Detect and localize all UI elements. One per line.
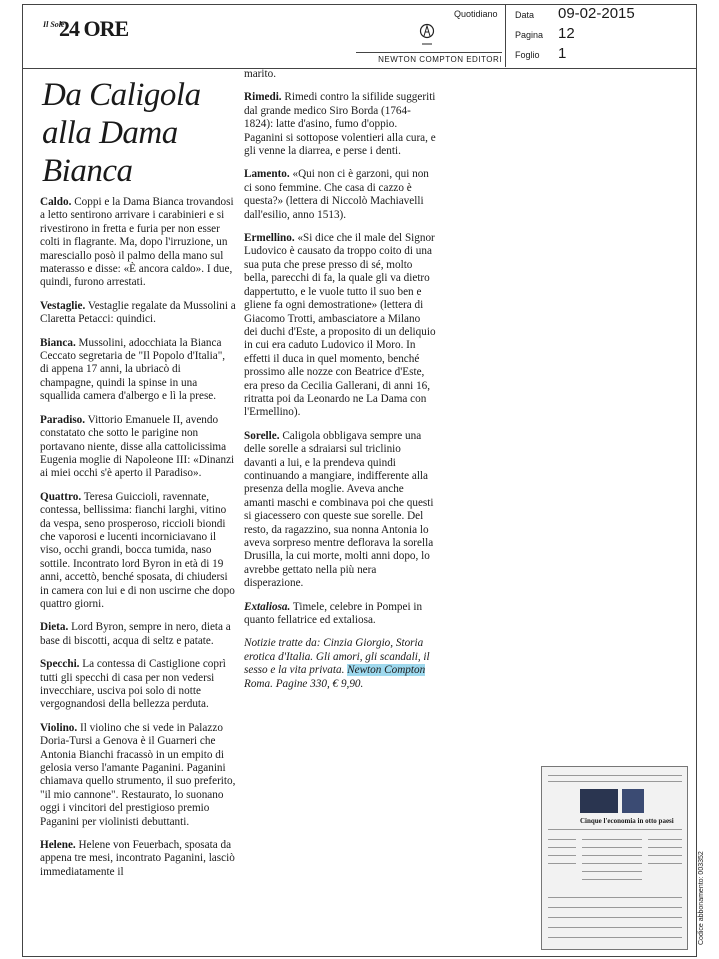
paragraph [40,300,236,327]
paragraph-text: Rimedi contro la sifilide suggeriti dal grande medico Siro Borda (1764-1824): latte d'asino, fumo d'oppio. Paganini si sottopose volentieri alla cura, e gli venne la diarrea, e perse i denti. [244,91,436,158]
paragraph-text: Timele, celebre in Pompei in quanto fellatrice ed extaliosa. [244,600,423,627]
paragraph-text: La contessa di Castiglione coprì tutti gli specchi di casa per non vedersi invecchiare, usciva poi solo di notte vergognandosi della bellezza perduta. [40,658,226,711]
paragraph-text: Il violino che si vede in Palazzo Doria-Tursi a Genova è il Guarneri che Antonia Bianchi fracassò in un empito di gelosia verso l'amante Paganini. Paganini chiamava quello strumento, il suo preferito, "il mio cannone". Restaurato, lo suonano oggi i vincitori del prestigioso premio Paganini per violinisti debuttanti. [40,721,236,828]
paragraph-text: Vittorio Emanuele II, avendo constatato che sotto le parigine non portavano niente, disse alla cattolicissima Eugenia moglie di Napoleone III: «Dinanzi ai miei occhi s'è aperto il Paradiso». [40,413,235,480]
logo-small: Il Sole [43,20,65,29]
source-publisher: Newton Compton [347,664,426,677]
paragraph-lead: Violino. [40,721,78,734]
meta-row-date [506,4,698,25]
paragraph [40,839,236,879]
paragraph-lead: Dieta. [40,621,69,634]
title-line: alla Dama [42,115,178,151]
meta-row-sheet [506,44,698,65]
paragraph-continued: marito. [244,68,277,80]
paragraph-lead: Lamento. [244,168,290,181]
paragraph-lead: Paradiso. [40,413,86,426]
logo-big: 24 ORE [59,16,129,41]
paragraph-text: Teresa Guiccioli, ravennate, contessa, bellissima: fianchi larghi, vitino da vespa, seno prosperoso, riccioli biondi che vaporosi e lucenti incorniciavano il viso, occhi grandi, bocca tumida, naso sottile. Incontrato lord Byron in età di 19 anni, accettò, benché sposata, di chiudersi in camera con lui e di non uscirne che dopo quattro giorni. [40,490,235,610]
article-title [42,76,232,190]
paragraph-lead: Bianca. [40,336,76,349]
paragraph [244,91,436,158]
paragraph-text: Mussolini, adocchiata la Bianca Ceccato segretaria de "Il Popolo d'Italia", di appena 17 anni, la ubriacò di champagne, quindi la spinse in una squallida camera d'albergo e lì la prese. [40,336,226,403]
paragraph-lead: Vestaglie. [40,299,86,312]
paragraph-lead: Quattro. [40,490,82,503]
meta-key: Foglio [515,50,540,60]
meta-value: 1 [558,45,567,62]
paragraph [244,430,436,591]
meta-value: 09-02-2015 [558,5,635,22]
paragraph-text: «Qui non ci è garzoni, qui non ci sono femmine. Che casa di cazzo è questa?» (lettera di Niccolò Machiavelli dall'esilio, anno 1513). [244,168,429,221]
paragraph [244,168,436,222]
subscription-code: Codice abbonamento: 003352 [698,851,705,945]
periodicity-label: Quotidiano [454,9,498,19]
paragraph-lead: Specchi. [40,658,80,671]
title-line: Da Caligola [42,77,201,113]
article-column-left [40,196,236,889]
source-tail: Roma. Pagine 330, € 9,90. [244,677,364,690]
source-intro: Notizie tratte da: Cinzia Giorgio, [244,637,394,650]
paragraph-lead: Helene. [40,839,76,852]
page-header [22,4,697,69]
paragraph-text: Caligola obbligava sempre una delle sorelle a sdraiarsi sul triclinio davanti a lui, e la prendeva quindi continuando a mangiare, indifferente alla presenza della moglie. Aveva anche amanti maschi e combinava poi che questi si giacessero con queste sue sorelle. Del resto, da ragazzino, sua nonna Antonia lo aveva sorpreso mentre deflorava la sorella Drusilla, la cui morte, molti anni dopo, lo avrebbe gettato nella più nera disperazione. [244,429,434,590]
publisher-emblem-icon [419,22,435,46]
paragraph-text: Coppi e la Dama Bianca trovandosi a letto sentirono arrivare i carabinieri e si rivestirono in fretta e furia per non esser colti in flagrante. Ma, dopo l'irruzione, un maresciallo posò il palmo della mano sul materasso e disse: «È ancora caldo». I due, quindi, furono arrestati. [40,196,234,289]
paragraph-lead: Ermellino. [244,232,295,245]
page-thumbnail [541,766,688,950]
paragraph-lead: Rimedi. [244,91,282,104]
source-note [244,637,436,691]
paragraph-text: Lord Byron, sempre in nero, dieta a base di biscotti, acqua di seltz e patate. [40,621,231,647]
paragraph [40,722,236,829]
paragraph [40,491,236,612]
meta-box [505,4,698,67]
paragraph [40,621,236,648]
paragraph-text: Helene von Feuerbach, sposata da appena tre mesi, incontrato Paganini, lasciò immediatamente il [40,839,235,878]
meta-row-page [506,24,698,45]
meta-value: 12 [558,25,575,42]
paragraph-lead: Caldo. [40,196,72,208]
source-book: Storia erotica d'Italia. Gli amori, gli scandali, il sesso e la vita privata. [244,637,430,677]
paragraph-text: «Si dice che il male del Signor Ludovico è causato da troppo coito di una sua puta che prese presso di sé, molto bella, parecchi di fa, la quale gli va dietro dappertutto, e le vuole tutto il suo ben e gliene fa ogni demostratione» (lettera di Giacomo Trotti, ambasciatore a Milano dei duchi d'Este, a proposito di un deliquio in cui era caduto Ludovico il Moro. In effetti il duca in quel momento, benché prossimo alle nozze con Beatrice d'Este, era preso da Cecilia Gallerani, di anni 16, ritratta poi da Leonardo ne La Dama con l'Ermellino). [244,232,436,419]
paragraph [40,196,236,290]
publisher-name: NEWTON COMPTON EDITORI [356,52,502,64]
paragraph-lead: Extaliosa. [244,600,291,613]
paragraph [244,601,436,628]
meta-key: Pagina [515,30,544,40]
paragraph-lead: Sorelle. [244,429,280,442]
paragraph [244,232,436,420]
meta-key: Data [515,10,535,20]
paragraph [40,414,236,481]
article-column-right [244,68,436,701]
thumbnail-headline: Cinque l'economia in otto paesi [580,817,674,825]
paragraph-text: Vestaglie regalate da Mussolini a Claretta Petacci: quindici. [40,299,236,326]
paragraph [40,337,236,404]
title-line: Bianca [42,153,133,189]
paragraph [40,658,236,712]
